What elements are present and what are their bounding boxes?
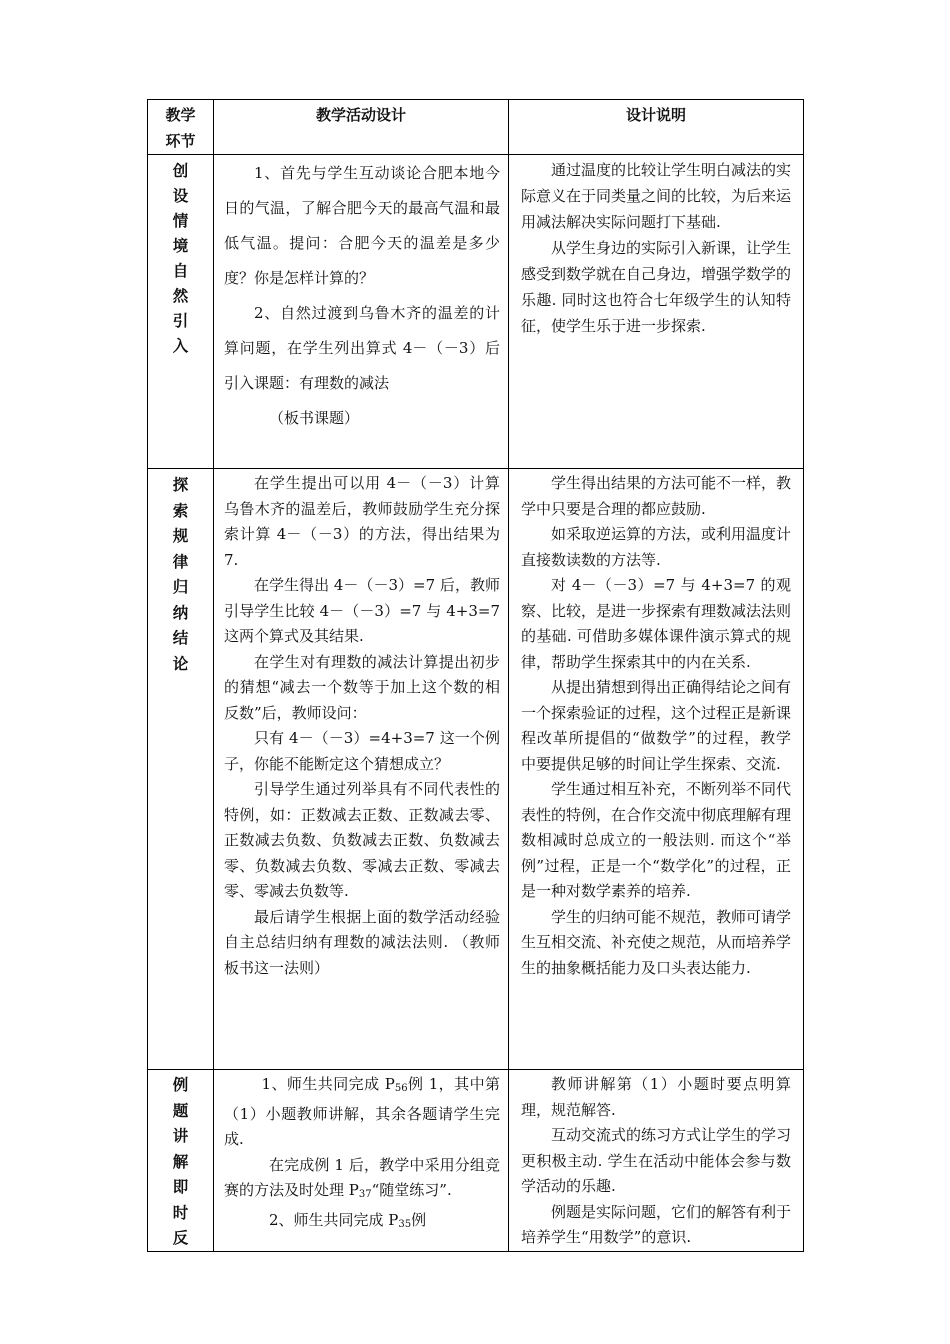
notes-paragraph: 从提出猜想到得出正确得结论之间有一个探索验证的过程，这个过程正是新课程改革所提倡的“做数学”的过程，教学中要提供足够的时间让学生探索、交流. — [521, 678, 792, 773]
stage-cell: 探索规律归纳结论 — [148, 469, 214, 1070]
notes-paragraph: 互动交流式的练习方式让学生的学习更积极主动. 学生在活动中能体会参与数学活动的乐趣. — [521, 1126, 792, 1195]
activity-paragraph: 在完成例 1 后，教学中采用分组竞赛的方法及时处理 $P_{37}“$随堂练习”. — [224, 1155, 500, 1200]
lesson-plan-table — [147, 99, 804, 1252]
activity-paragraph: 1、首先与学生互动谈论合肥本地今日的气温，了解合肥今天的最高气温和最低气温。提问：合肥今天的温差是多少度？你是怎样计算的？ — [224, 164, 500, 287]
notes-paragraph: 对 4－（－3）=7 与 4+3=7 的观察、比较，是进一步探索有理数减法法则的基础. 可借助多媒体课件演示算式的规律，帮助学生探索其中的内在关系. — [521, 576, 792, 671]
stage-cell: 例题讲解即时反 — [148, 1070, 214, 1252]
header-stage: 教学环节 — [148, 100, 214, 155]
activity-paragraph: 引导学生通过列举具有不同代表性的特例，如：正数减去正数、正数减去零、正数减去负数、负数减去正数、负数减去零、负数减去负数、零减去正数、零减去零、零减去负数等. — [224, 780, 500, 900]
notes-paragraph: 从学生身边的实际引入新课，让学生感受到数学就在自己身边，增强学数学的乐趣. 同时这也符合七年级学生的认知特征，使学生乐于进一步探索. — [521, 239, 792, 335]
header-activity: 教学活动设计 — [214, 100, 509, 155]
activity-paragraph: 在学生对有理数的减法计算提出初步的猜想“减去一个数等于加上这个数的相反数”后，教师设问： — [224, 652, 500, 722]
table-row — [148, 1070, 804, 1252]
notes-paragraph: 例题是实际问题，它们的解答有利于培养学生“用数学”的意识. — [521, 1202, 792, 1246]
table-row — [148, 155, 804, 469]
notes-paragraph: 教师讲解第（1）小题时要点明算理，规范解答. — [521, 1075, 791, 1119]
notes-paragraph: 学生得出结果的方法可能不一样，教学中只要是合理的都应鼓励. — [521, 474, 792, 518]
activity-cell — [214, 1070, 509, 1252]
activity-paragraph: 1、师生共同完成 $P_{56}$例 1，其中第（1）小题教师讲解，其余各题请学生完成. — [224, 1075, 501, 1148]
notes-cell — [509, 155, 804, 469]
notes-paragraph: 学生通过相互补充，不断列举不同代表性的特例，在合作交流中彻底理解有理数相减时总成立的一般法则. 而这个“举例”过程，正是一个“数学化”的过程，正是一种对数学素养的培养. — [521, 780, 792, 900]
header-notes: 设计说明 — [509, 100, 804, 155]
activity-paragraph: 最后请学生根据上面的数学活动经验自主总结归纳有理数的减法法则. （教师板书这一法则） — [224, 907, 500, 977]
notes-cell — [509, 469, 804, 1070]
notes-paragraph: 如采取逆运算的方法，或利用温度计直接数读数的方法等. — [521, 525, 792, 569]
notes-paragraph: 学生的归纳可能不规范，教师可请学生互相交流、补充使之规范，从而培养学生的抽象概括能力及口头表达能力. — [521, 907, 792, 977]
activity-cell — [214, 469, 509, 1070]
activity-paragraph: （板书课题） — [269, 409, 360, 427]
stage-cell: 创设情境自然引入 — [148, 155, 214, 469]
activity-paragraph: 2、师生共同完成 $P_{35}$例 — [269, 1210, 427, 1230]
activity-paragraph: 在学生得出 4－（－3）=7 后，教师引导学生比较 4－（－3）=7 与 4+3=7 这两个算式及其结果. — [224, 576, 500, 645]
table-header-row — [148, 100, 804, 155]
table-row — [148, 469, 804, 1070]
activity-paragraph: 只有 4－（－3）=4+3=7 这一个例子，你能不能断定这个猜想成立？ — [224, 729, 500, 773]
notes-paragraph: 通过温度的比较让学生明白减法的实际意义在于同类量之间的比较，为后来运用减法解决实际问题打下基础. — [521, 161, 792, 231]
notes-cell — [509, 1070, 804, 1252]
activity-paragraph: 2、自然过渡到乌鲁木齐的温差的计算问题，在学生列出算式 4－（－3）后引入课题：有理数的减法 — [224, 304, 500, 392]
activity-cell — [214, 155, 509, 469]
activity-paragraph: 在学生提出可以用 4－（－3）计算乌鲁木齐的温差后，教师鼓励学生充分探索计算 4－（－3）的方法，得出结果为 7. — [224, 474, 500, 569]
